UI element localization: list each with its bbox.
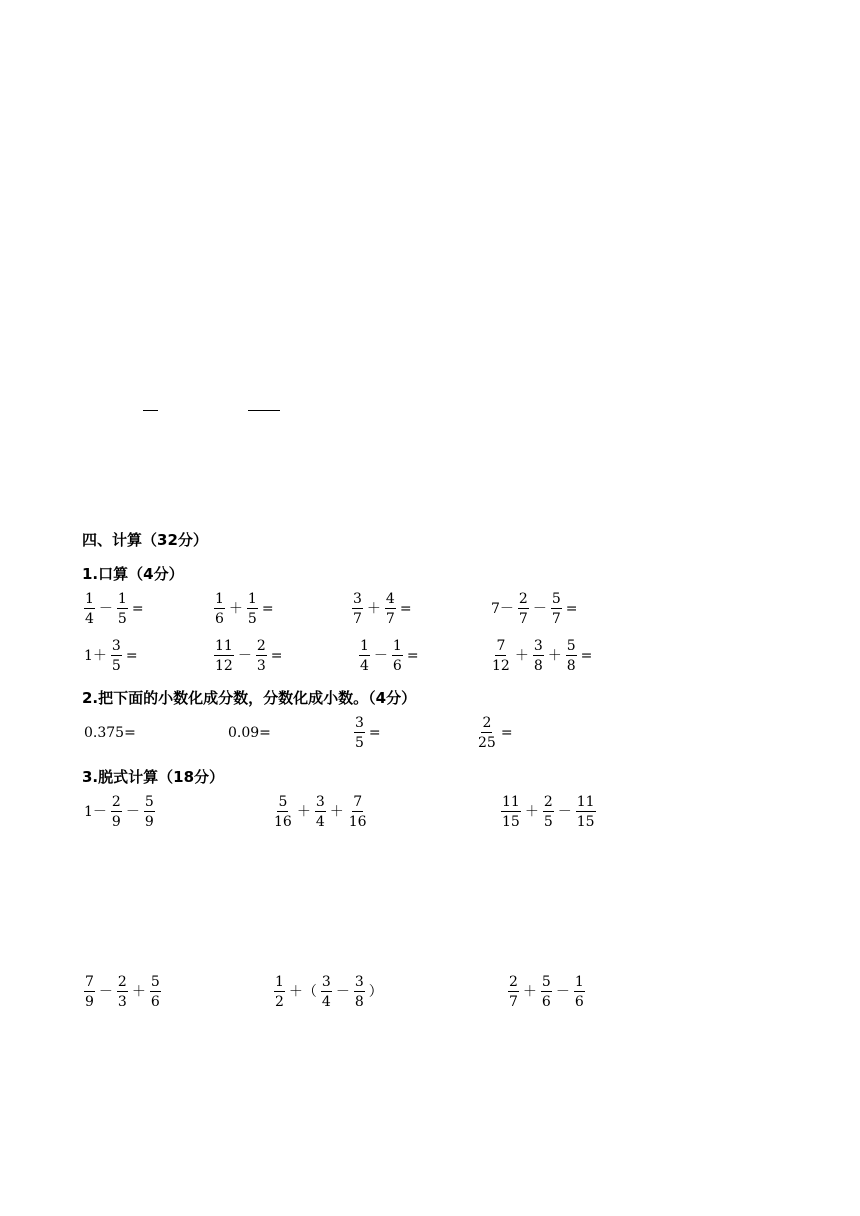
fraction <box>256 639 267 673</box>
denominator: 6 <box>574 994 584 1010</box>
numerator: 3 <box>355 715 364 731</box>
q2-expr-2 <box>226 726 273 740</box>
fraction <box>574 975 585 1009</box>
fraction <box>533 639 544 673</box>
fraction <box>543 795 554 829</box>
q2-expr-1 <box>82 726 138 740</box>
fraction <box>354 975 365 1009</box>
denominator: 16 <box>348 814 367 830</box>
denominator: 25 <box>478 735 496 751</box>
denominator: 12 <box>215 658 233 674</box>
operator: = <box>131 601 144 617</box>
operator: ＋ <box>228 601 243 617</box>
operator: = <box>261 601 274 617</box>
operator: 0.375= <box>84 725 136 741</box>
operator: ＋ <box>514 648 529 664</box>
numerator: 2 <box>482 715 492 731</box>
q1-expr-2 <box>212 592 276 626</box>
operator: = <box>270 648 283 664</box>
fraction <box>274 975 285 1009</box>
fraction <box>273 795 293 829</box>
denominator: 6 <box>541 994 551 1010</box>
operator: － <box>98 984 113 1000</box>
fraction <box>117 975 128 1009</box>
numerator: 5 <box>541 974 551 990</box>
denominator: 9 <box>144 814 154 830</box>
stray-dash-short <box>143 410 158 411</box>
numerator: 11 <box>215 638 233 654</box>
denominator: 5 <box>543 814 553 830</box>
fraction <box>541 975 552 1009</box>
numerator: 1 <box>117 591 127 607</box>
fraction <box>508 975 519 1009</box>
denominator: 5 <box>355 735 364 751</box>
numerator: 2 <box>117 974 127 990</box>
numerator: 3 <box>533 638 543 654</box>
fraction <box>321 975 332 1009</box>
operator: 0.09= <box>228 725 271 741</box>
q1-expr-8 <box>489 639 594 673</box>
operator: ＋（ <box>288 984 317 1000</box>
operator: － <box>532 601 547 617</box>
fraction <box>150 975 161 1009</box>
operator: － <box>335 984 350 1000</box>
numerator: 1 <box>360 638 369 654</box>
operator: － <box>237 648 252 664</box>
numerator: 7 <box>353 794 363 810</box>
q1-expr-5 <box>82 639 140 673</box>
denominator: 12 <box>492 658 510 674</box>
fraction <box>111 795 122 829</box>
operator: 1－ <box>84 804 107 820</box>
q3-expr-1 <box>82 795 157 829</box>
q1-expr-4 <box>489 592 580 626</box>
numerator: 3 <box>354 974 364 990</box>
numerator: 5 <box>551 591 561 607</box>
numerator: 3 <box>111 638 121 654</box>
denominator: 3 <box>256 658 266 674</box>
denominator: 5 <box>117 611 127 627</box>
denominator: 8 <box>566 658 576 674</box>
fraction <box>144 795 155 829</box>
denominator: 6 <box>150 994 160 1010</box>
operator: = <box>368 725 381 741</box>
denominator: 4 <box>315 814 325 830</box>
operator: 7－ <box>491 601 514 617</box>
q3-expr-4 <box>82 975 163 1009</box>
operator: = <box>580 648 593 664</box>
denominator: 8 <box>354 994 364 1010</box>
denominator: 6 <box>392 658 402 674</box>
numerator: 1 <box>247 591 257 607</box>
denominator: 8 <box>533 658 543 674</box>
numerator: 2 <box>509 974 518 990</box>
numerator: 1 <box>215 591 224 607</box>
denominator: 15 <box>502 814 520 830</box>
numerator: 2 <box>543 794 553 810</box>
section-title: 四、计算（32分） <box>82 531 208 549</box>
numerator: 7 <box>85 974 94 990</box>
fraction <box>84 975 95 1009</box>
numerator: 1 <box>574 974 584 990</box>
operator: ＋ <box>131 984 146 1000</box>
operator: ＋ <box>524 804 539 820</box>
operator: 1＋ <box>84 648 107 664</box>
denominator: 4 <box>85 611 94 627</box>
denominator: 7 <box>509 994 518 1010</box>
q1-expr-1 <box>82 592 146 626</box>
numerator: 11 <box>502 794 520 810</box>
numerator: 3 <box>321 974 331 990</box>
q2-expr-4 <box>475 716 515 750</box>
fraction <box>352 592 363 626</box>
numerator: 1 <box>85 591 94 607</box>
fraction <box>491 639 511 673</box>
numerator: 1 <box>275 974 284 990</box>
q1-expr-3 <box>350 592 414 626</box>
denominator: 6 <box>215 611 224 627</box>
q3-expr-6 <box>506 975 587 1009</box>
operator: ＋ <box>522 984 537 1000</box>
numerator: 2 <box>518 591 528 607</box>
operator: － <box>125 804 140 820</box>
numerator: 11 <box>576 794 595 810</box>
stray-dash-long <box>248 410 280 411</box>
q1-title: 1.口算（4分） <box>82 565 184 583</box>
q1-expr-6 <box>212 639 284 673</box>
denominator: 2 <box>275 994 284 1010</box>
numerator: 3 <box>353 591 362 607</box>
fraction <box>477 716 497 750</box>
operator: － <box>555 984 570 1000</box>
numerator: 5 <box>150 974 160 990</box>
denominator: 4 <box>360 658 369 674</box>
fraction <box>117 592 128 626</box>
denominator: 7 <box>353 611 362 627</box>
q3-expr-2 <box>271 795 370 829</box>
denominator: 3 <box>117 994 127 1010</box>
numerator: 2 <box>111 794 121 810</box>
operator: ＋ <box>547 648 562 664</box>
fraction <box>566 639 577 673</box>
numerator: 5 <box>566 638 576 654</box>
fraction <box>359 639 370 673</box>
numerator: 3 <box>315 794 325 810</box>
fraction <box>315 795 326 829</box>
operator: = <box>406 648 419 664</box>
fraction <box>385 592 396 626</box>
denominator: 4 <box>321 994 331 1010</box>
numerator: 4 <box>385 591 395 607</box>
operator: － <box>557 804 572 820</box>
fraction <box>576 795 596 829</box>
fraction <box>111 639 122 673</box>
denominator: 5 <box>247 611 257 627</box>
operator: = <box>399 601 412 617</box>
q1-expr-7 <box>357 639 421 673</box>
denominator: 9 <box>111 814 121 830</box>
fraction <box>84 592 95 626</box>
operator: ＋ <box>366 601 381 617</box>
fraction <box>392 639 403 673</box>
fraction <box>247 592 258 626</box>
q3-expr-3 <box>499 795 598 829</box>
operator: ＋ <box>296 804 311 820</box>
operator: ＋ <box>329 804 344 820</box>
fraction <box>551 592 562 626</box>
q3-title: 3.脱式计算（18分） <box>82 768 225 786</box>
denominator: 7 <box>385 611 395 627</box>
denominator: 7 <box>518 611 528 627</box>
q2-expr-3 <box>352 716 383 750</box>
denominator: 16 <box>274 814 292 830</box>
fraction <box>214 592 225 626</box>
fraction <box>501 795 521 829</box>
numerator: 2 <box>256 638 266 654</box>
fraction <box>354 716 365 750</box>
denominator: 5 <box>111 658 121 674</box>
denominator: 7 <box>551 611 561 627</box>
operator: = <box>500 725 513 741</box>
operator: ） <box>368 984 383 1000</box>
operator: － <box>98 601 113 617</box>
denominator: 9 <box>85 994 94 1010</box>
denominator: 15 <box>576 814 595 830</box>
numerator: 5 <box>144 794 154 810</box>
numerator: 1 <box>392 638 402 654</box>
fraction <box>348 795 368 829</box>
q2-title: 2.把下面的小数化成分数，分数化成小数。（4分） <box>82 689 417 707</box>
q3-expr-5 <box>272 975 385 1009</box>
fraction <box>214 639 234 673</box>
numerator: 5 <box>278 794 288 810</box>
fraction <box>518 592 529 626</box>
operator: － <box>373 648 388 664</box>
numerator: 7 <box>496 638 506 654</box>
operator: = <box>565 601 578 617</box>
operator: = <box>125 648 138 664</box>
